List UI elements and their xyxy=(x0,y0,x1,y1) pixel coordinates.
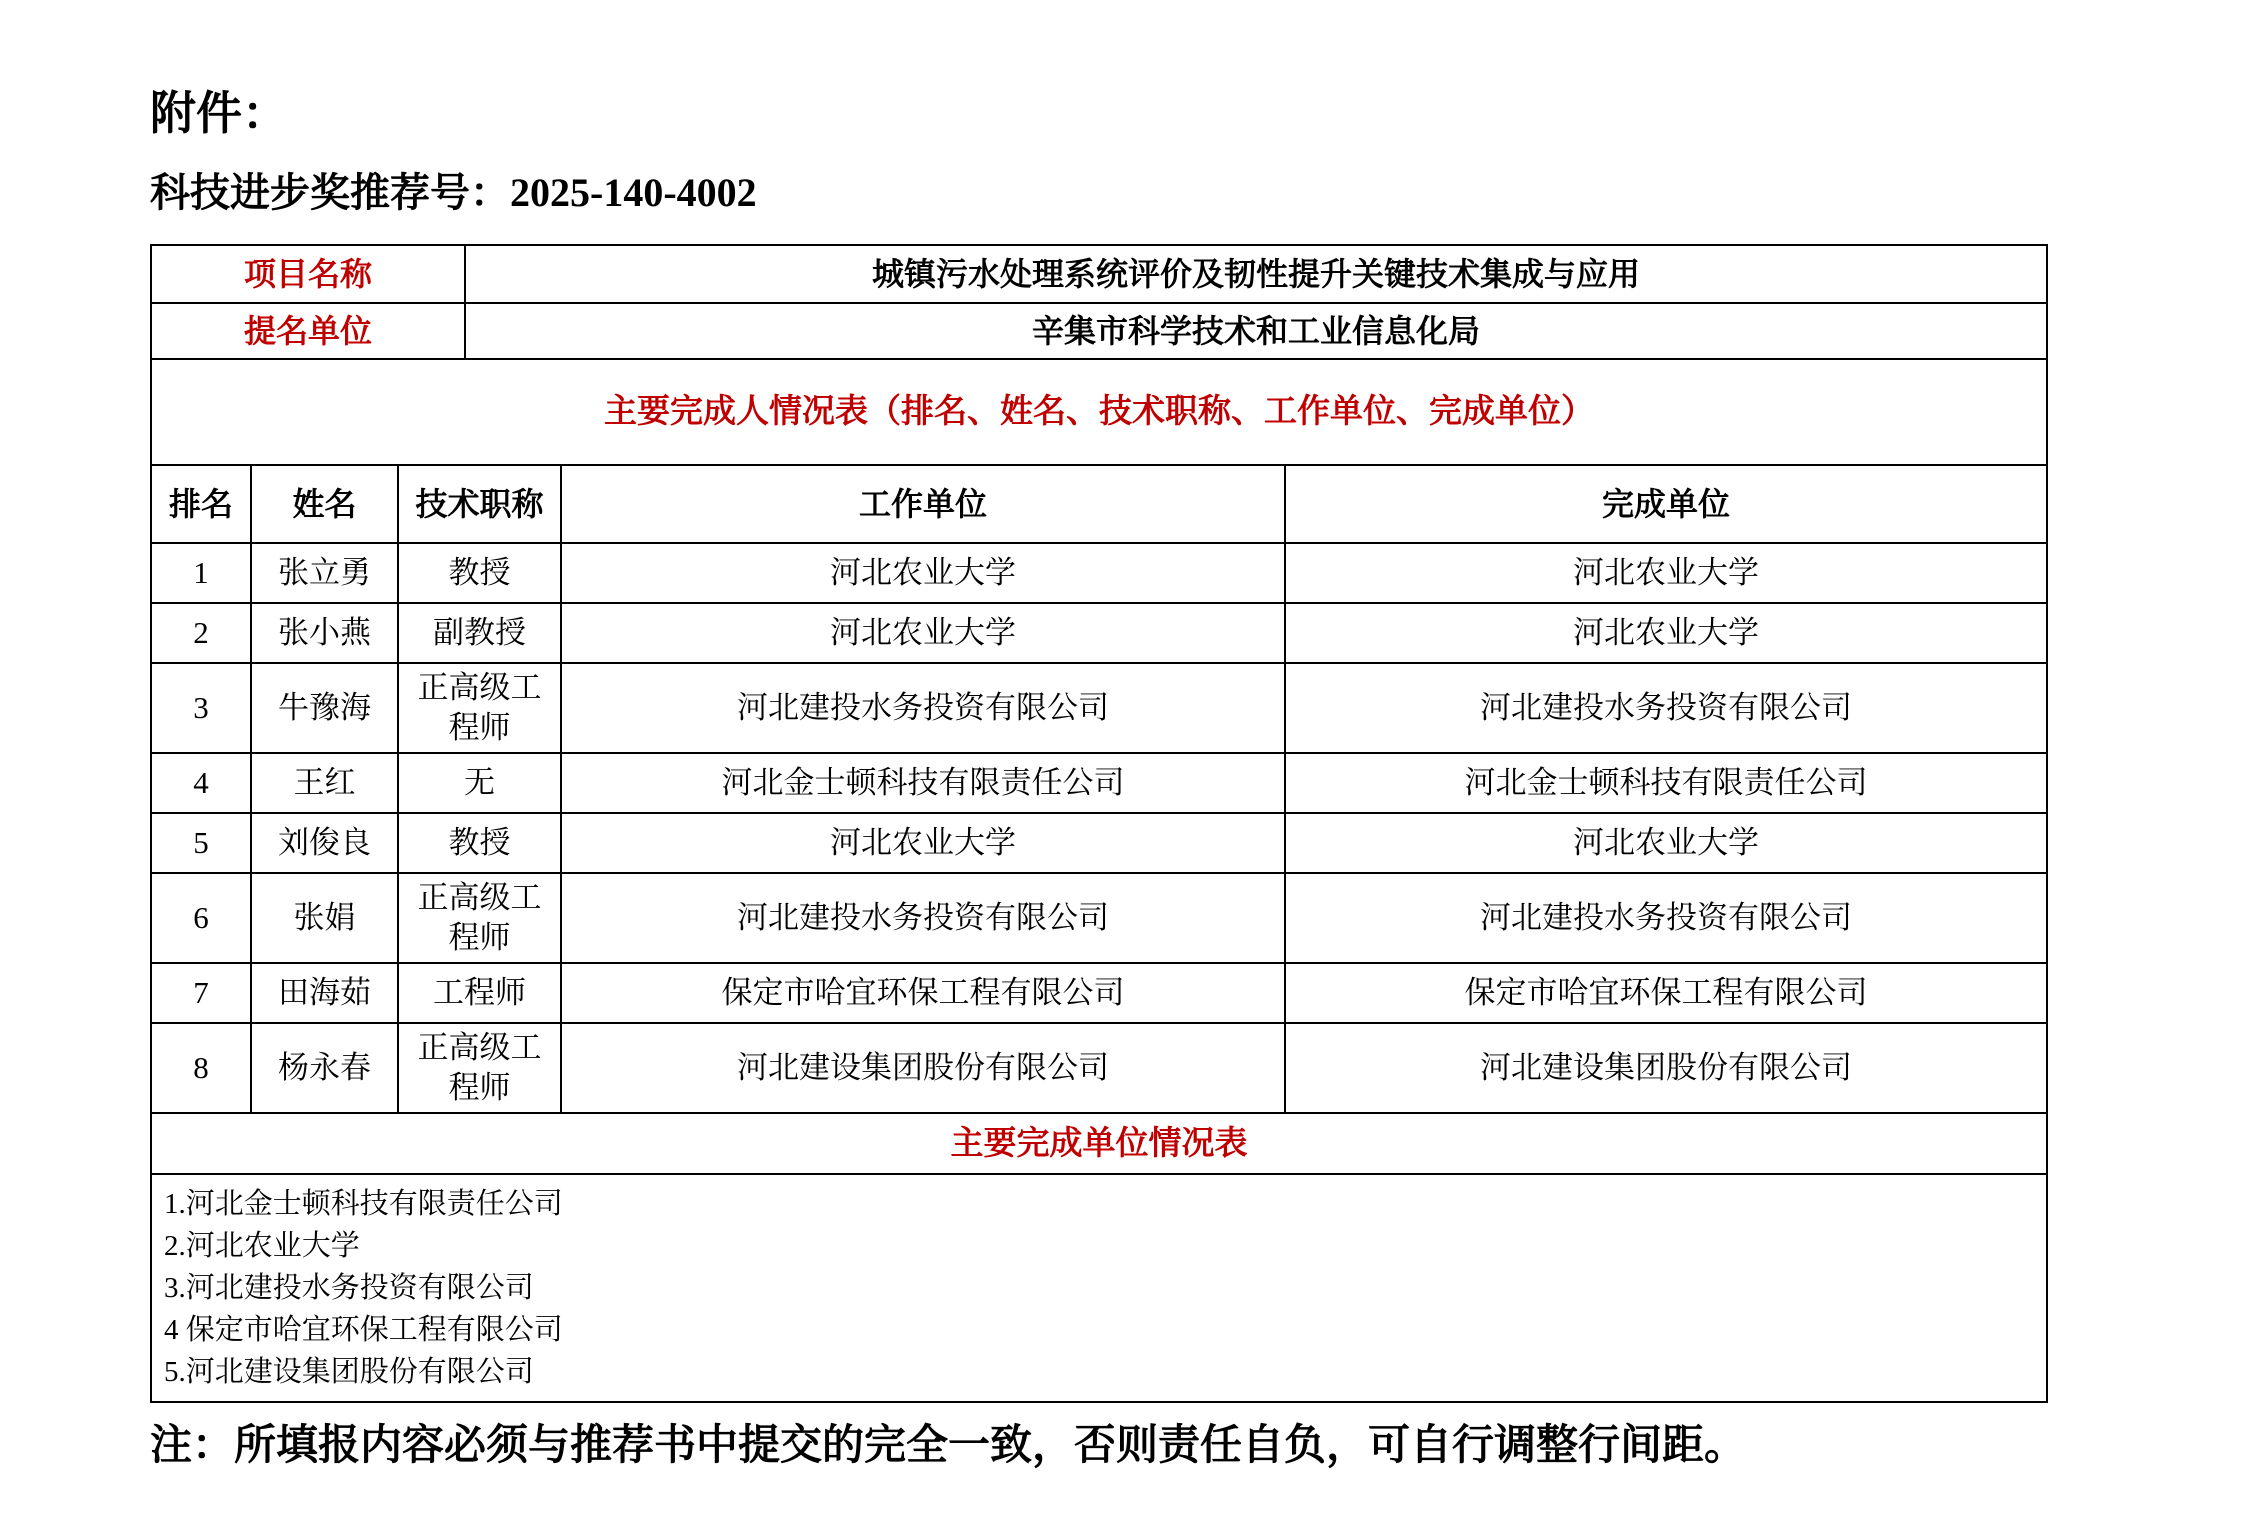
work-unit-cell: 河北建投水务投资有限公司 xyxy=(560,664,1284,752)
unit-item: 1.河北金士顿科技有限责任公司 xyxy=(164,1188,563,1220)
work-unit-cell: 河北建投水务投资有限公司 xyxy=(560,874,1284,962)
units-list-row xyxy=(152,1173,2046,1401)
project-name-row xyxy=(152,246,2046,302)
contributor-row xyxy=(152,602,2046,662)
work-unit-cell: 保定市哈宜环保工程有限公司 xyxy=(560,964,1284,1022)
tech-title-cell: 工程师 xyxy=(397,964,560,1022)
recommendation-table xyxy=(150,244,2048,1403)
units-list-cell xyxy=(152,1175,2046,1401)
contributor-row xyxy=(152,872,2046,962)
name-cell: 张立勇 xyxy=(250,544,397,602)
header-work-unit-cell: 工作单位 xyxy=(560,466,1284,542)
units-title-row xyxy=(152,1112,2046,1173)
contributors-title-row xyxy=(152,358,2046,464)
contributor-row xyxy=(152,812,2046,872)
work-unit-cell: 河北农业大学 xyxy=(560,604,1284,662)
name-cell: 刘俊良 xyxy=(250,814,397,872)
header-completion-unit-cell: 完成单位 xyxy=(1284,466,2046,542)
rank-cell: 3 xyxy=(193,690,209,725)
project-name-label-cell: 项目名称 xyxy=(243,256,372,292)
name-cell: 张小燕 xyxy=(250,604,397,662)
header-name-cell: 姓名 xyxy=(250,466,397,542)
name-cell: 张娟 xyxy=(250,874,397,962)
note-line: 注：所填报内容必须与推荐书中提交的完全一致，否则责任自负，可自行调整行间距。 xyxy=(150,1423,1747,1469)
rank-cell: 8 xyxy=(193,1050,209,1085)
contributor-row xyxy=(152,1022,2046,1112)
tech-title-cell: 正高级工程师 xyxy=(397,664,560,752)
nominator-value-cell: 辛集市科学技术和工业信息化局 xyxy=(464,304,2046,358)
unit-item: 4 保定市哈宜环保工程有限公司 xyxy=(164,1314,563,1346)
name-cell: 杨永春 xyxy=(250,1024,397,1112)
tech-title-cell: 正高级工程师 xyxy=(397,1024,560,1112)
completion-unit-cell: 河北农业大学 xyxy=(1284,604,2046,662)
rank-cell: 2 xyxy=(193,615,209,650)
tech-title-cell: 副教授 xyxy=(397,604,560,662)
completion-unit-cell: 河北建投水务投资有限公司 xyxy=(1284,664,2046,752)
name-cell: 牛豫海 xyxy=(250,664,397,752)
work-unit-cell: 河北金士顿科技有限责任公司 xyxy=(560,754,1284,812)
project-name-value-cell: 城镇污水处理系统评价及韧性提升关键技术集成与应用 xyxy=(464,246,2046,302)
tech-title-cell: 教授 xyxy=(397,544,560,602)
rank-cell: 6 xyxy=(193,900,209,935)
tech-title-cell: 教授 xyxy=(397,814,560,872)
contributor-row xyxy=(152,662,2046,752)
name-cell: 王红 xyxy=(250,754,397,812)
header-rank-cell: 排名 xyxy=(168,486,233,522)
completion-unit-cell: 河北建设集团股份有限公司 xyxy=(1284,1024,2046,1112)
nominator-row xyxy=(152,302,2046,358)
contributor-row xyxy=(152,752,2046,812)
completion-unit-cell: 河北金士顿科技有限责任公司 xyxy=(1284,754,2046,812)
rank-cell: 7 xyxy=(193,975,209,1010)
attachment-label: 附件： xyxy=(150,88,288,139)
work-unit-cell: 河北农业大学 xyxy=(560,544,1284,602)
nominator-label-cell: 提名单位 xyxy=(243,313,372,349)
award-number-line xyxy=(150,168,2245,218)
contributors-title: 主要完成人情况表（排名、姓名、技术职称、工作单位、完成单位） xyxy=(604,394,1594,430)
unit-item: 2.河北农业大学 xyxy=(164,1230,360,1262)
completion-unit-cell: 河北农业大学 xyxy=(1284,544,2046,602)
rank-cell: 4 xyxy=(193,765,209,800)
completion-unit-cell: 河北建投水务投资有限公司 xyxy=(1284,874,2046,962)
work-unit-cell: 河北建设集团股份有限公司 xyxy=(560,1024,1284,1112)
units-title: 主要完成单位情况表 xyxy=(950,1125,1248,1162)
tech-title-cell: 无 xyxy=(397,754,560,812)
name-cell: 田海茹 xyxy=(250,964,397,1022)
award-label: 科技进步奖推荐号： xyxy=(150,170,510,215)
unit-item: 3.河北建投水务投资有限公司 xyxy=(164,1272,534,1304)
header-tech-title-cell: 技术职称 xyxy=(397,466,560,542)
contributors-header-row xyxy=(152,464,2046,542)
rank-cell: 1 xyxy=(193,555,209,590)
contributor-row xyxy=(152,542,2046,602)
tech-title-cell: 正高级工程师 xyxy=(397,874,560,962)
completion-unit-cell: 河北农业大学 xyxy=(1284,814,2046,872)
award-number: 2025-140-4002 xyxy=(510,170,757,215)
completion-unit-cell: 保定市哈宜环保工程有限公司 xyxy=(1284,964,2046,1022)
contributor-row xyxy=(152,962,2046,1022)
rank-cell: 5 xyxy=(193,825,209,860)
unit-item: 5.河北建设集团股份有限公司 xyxy=(164,1356,534,1388)
work-unit-cell: 河北农业大学 xyxy=(560,814,1284,872)
